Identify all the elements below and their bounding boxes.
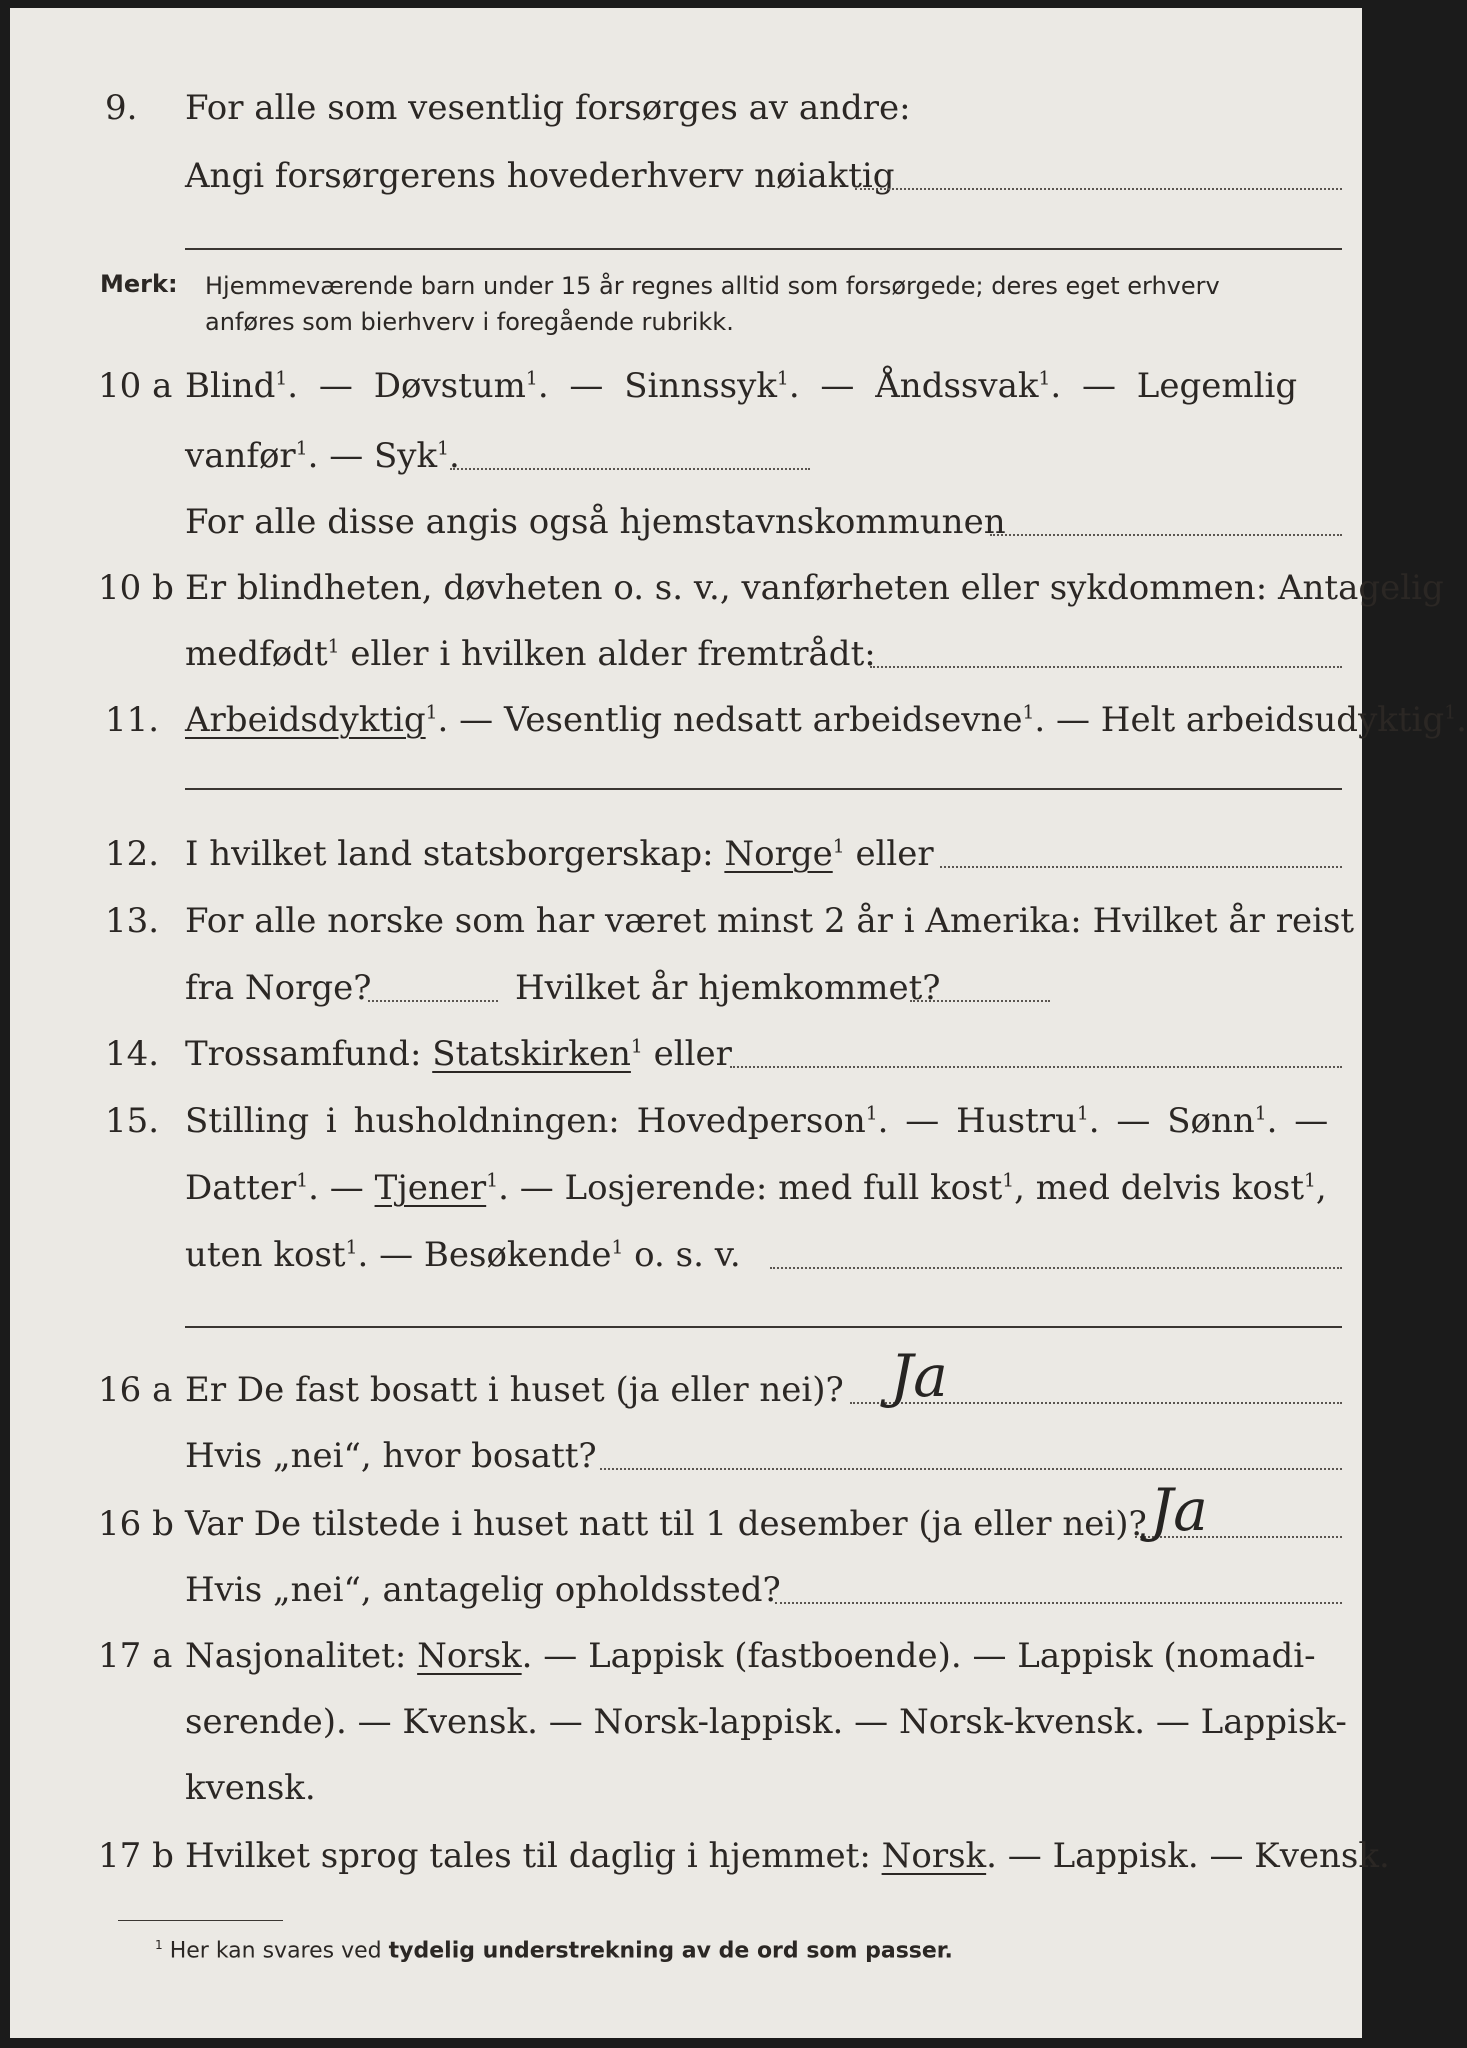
question-text: Hvis „nei“, antagelig opholdssted? [185, 1570, 781, 1610]
question-text-osv: o. s. v. [634, 1235, 741, 1275]
question-text-main: Hvilket sprog tales til daglig i hjemmet: [185, 1836, 871, 1876]
question-text: Blind$^1$. — Døvstum$^1$. — Sinnssyk$^1$. — Åndssvak$^1$. — Legemlig [185, 366, 1298, 406]
question-text: uten kost$^1$. — Besøkende$^1$ o. s. v. [185, 1235, 741, 1275]
option-hovedperson[interactable]: Hovedperson [636, 1101, 866, 1141]
option-norsk[interactable]: Norsk [881, 1836, 987, 1876]
question-text: Hvilket år hjemkommet? [515, 968, 941, 1008]
footnote-text-bold: tydelig understrekning av de ord som passer. [388, 1938, 953, 1964]
option-tjener[interactable]: Tjener [374, 1168, 487, 1208]
answer-line[interactable] [770, 1267, 1342, 1269]
question-text: vanfør$^1$. — Syk$^1$. [185, 436, 460, 476]
question-text: Er blindheten, døvheten o. s. v., vanførheten eller sykdommen: Antagelig [185, 568, 1444, 608]
option-sonn[interactable]: Sønn [1167, 1101, 1255, 1141]
answer-line[interactable] [450, 468, 810, 470]
question-text: I hvilket land statsborgerskap: Norge$^1$ eller [185, 834, 934, 874]
answer-line[interactable] [185, 248, 1342, 250]
question-text: serende). — Kvensk. — Norsk-lappisk. — Norsk-kvensk. — Lappisk- [185, 1702, 1347, 1742]
question-text: Nasjonalitet: Norsk. — Lappisk (fastboende). — Lappisk (nomadi- [185, 1636, 1316, 1676]
question-text-rest: — Lappisk (fastboende). — Lappisk (nomadi- [543, 1636, 1316, 1676]
question-label: Trossamfund: [185, 1034, 422, 1074]
answer-line[interactable] [368, 1000, 498, 1002]
question-text-eller: eller [855, 834, 934, 874]
option-nedsatt-arbeidsevne[interactable]: Vesentlig nedsatt arbeidsevne [503, 700, 1023, 740]
question-label: Stilling i husholdningen: [185, 1101, 620, 1141]
handwritten-answer[interactable]: Ja [890, 1342, 948, 1410]
option-uten-kost[interactable]: uten kost [185, 1235, 346, 1275]
question-number: 11. [105, 700, 160, 740]
option-delvis-kost[interactable]: med delvis kost [1035, 1168, 1304, 1208]
note-text [205, 268, 1220, 340]
note-line: anføres som bierhverv i foregående rubrikk. [205, 308, 734, 336]
answer-line[interactable] [730, 1066, 1342, 1068]
question-text: For alle disse angis også hjemstavnskommunen [185, 502, 1006, 542]
question-number: 12. [105, 834, 160, 874]
question-text: Var De tilstede i huset natt til 1 desember (ja eller nei)? [185, 1504, 1147, 1544]
answer-line[interactable] [775, 1602, 1342, 1604]
option-syk[interactable]: Syk [374, 436, 438, 476]
question-number: 17 b [98, 1836, 174, 1876]
question-text: For alle norske som har været minst 2 år i Amerika: Hvilket år reist [185, 901, 1355, 941]
question-number: 10 a [98, 366, 173, 406]
option-hustru[interactable]: Hustru [956, 1101, 1077, 1141]
note-line: Hjemmeværende barn under 15 år regnes alltid som forsørgede; deres eget erhverv [205, 272, 1220, 300]
footnote-mark: 1 [155, 1938, 163, 1952]
option-full-kost[interactable]: med full kost [778, 1168, 1003, 1208]
handwritten-answer[interactable]: Ja [1150, 1476, 1208, 1544]
note-label: Merk: [100, 270, 178, 298]
answer-line[interactable] [940, 866, 1342, 868]
question-text: Datter$^1$. — Tjener$^1$. — Losjerende: med full kost$^1$, med delvis kost$^1$, [185, 1168, 1327, 1208]
option-statskirken[interactable]: Statskirken [432, 1034, 631, 1074]
footnote-text: Her kan svares ved [169, 1938, 382, 1964]
question-text-main: I hvilket land statsborgerskap: [185, 834, 714, 874]
question-label: Losjerende: [564, 1168, 768, 1208]
question-text: Angi forsørgerens hovederhverv nøiaktig [185, 156, 895, 196]
answer-line[interactable] [870, 666, 1342, 668]
answer-line[interactable] [185, 788, 1342, 790]
question-number: 13. [105, 901, 160, 941]
question-text-eller: eller [653, 1034, 732, 1074]
question-text: kvensk. [185, 1768, 316, 1808]
answer-line[interactable] [600, 1468, 1342, 1470]
question-text-rest: eller i hvilken alder fremtrådt: [350, 634, 876, 674]
option-dovstum[interactable]: Døvstum [373, 366, 526, 406]
answer-line[interactable] [990, 534, 1342, 536]
option-blind[interactable]: Blind [185, 366, 276, 406]
question-text: Hvilket sprog tales til daglig i hjemmet: Norsk. — Lappisk. — Kvensk. [185, 1836, 1390, 1876]
question-text: fra Norge? [185, 968, 372, 1008]
option-arbeidsudyktig[interactable]: Helt arbeidsudyktig [1100, 700, 1445, 740]
question-number: 9. [105, 88, 138, 128]
footnote-divider [118, 1920, 283, 1921]
option-datter[interactable]: Datter [185, 1168, 297, 1208]
option-legemlig[interactable]: Legemlig [1136, 366, 1298, 406]
option-besokende[interactable]: Besøkende [423, 1235, 612, 1275]
question-number: 16 b [98, 1504, 174, 1544]
question-text: Er De fast bosatt i huset (ja eller nei)? [185, 1370, 844, 1410]
option-andssvak[interactable]: Åndssvak [875, 366, 1039, 406]
footnote [155, 1938, 953, 1963]
question-text: Hvis „nei“, hvor bosatt? [185, 1436, 597, 1476]
option-medfodt[interactable]: medfødt [185, 634, 328, 674]
option-sinnssyk[interactable]: Sinnssyk [624, 366, 777, 406]
option-norge[interactable]: Norge [724, 834, 833, 874]
question-number: 14. [105, 1034, 160, 1074]
question-text: Arbeidsdyktig$^1$. — Vesentlig nedsatt arbeidsevne$^1$. — Helt arbeidsudyktig$^1$. [185, 700, 1467, 740]
question-text: medfødt$^1$ eller i hvilken alder fremtrådt: [185, 634, 876, 674]
question-number: 15. [105, 1101, 160, 1141]
option-vanfor[interactable]: vanfør [185, 436, 296, 476]
question-text-rest: — Lappisk. — Kvensk. [1007, 1836, 1390, 1876]
answer-line[interactable] [185, 1326, 1342, 1328]
question-number: 17 a [98, 1636, 173, 1676]
option-arbeidsdyktig[interactable]: Arbeidsdyktig [185, 700, 426, 740]
question-label: Nasjonalitet: [185, 1636, 407, 1676]
question-text: Stilling i husholdningen: Hovedperson$^1$. — Hustru$^1$. — Sønn$^1$. — [185, 1101, 1329, 1141]
question-text: For alle som vesentlig forsørges av andre: [185, 88, 911, 128]
question-number: 10 b [98, 568, 174, 608]
option-norsk[interactable]: Norsk [417, 1636, 522, 1676]
answer-line[interactable] [855, 188, 1342, 190]
question-number: 16 a [98, 1370, 173, 1410]
question-text: Trossamfund: Statskirken$^1$ eller [185, 1034, 732, 1074]
answer-line[interactable] [910, 1000, 1050, 1002]
census-form-page [10, 8, 1467, 2038]
